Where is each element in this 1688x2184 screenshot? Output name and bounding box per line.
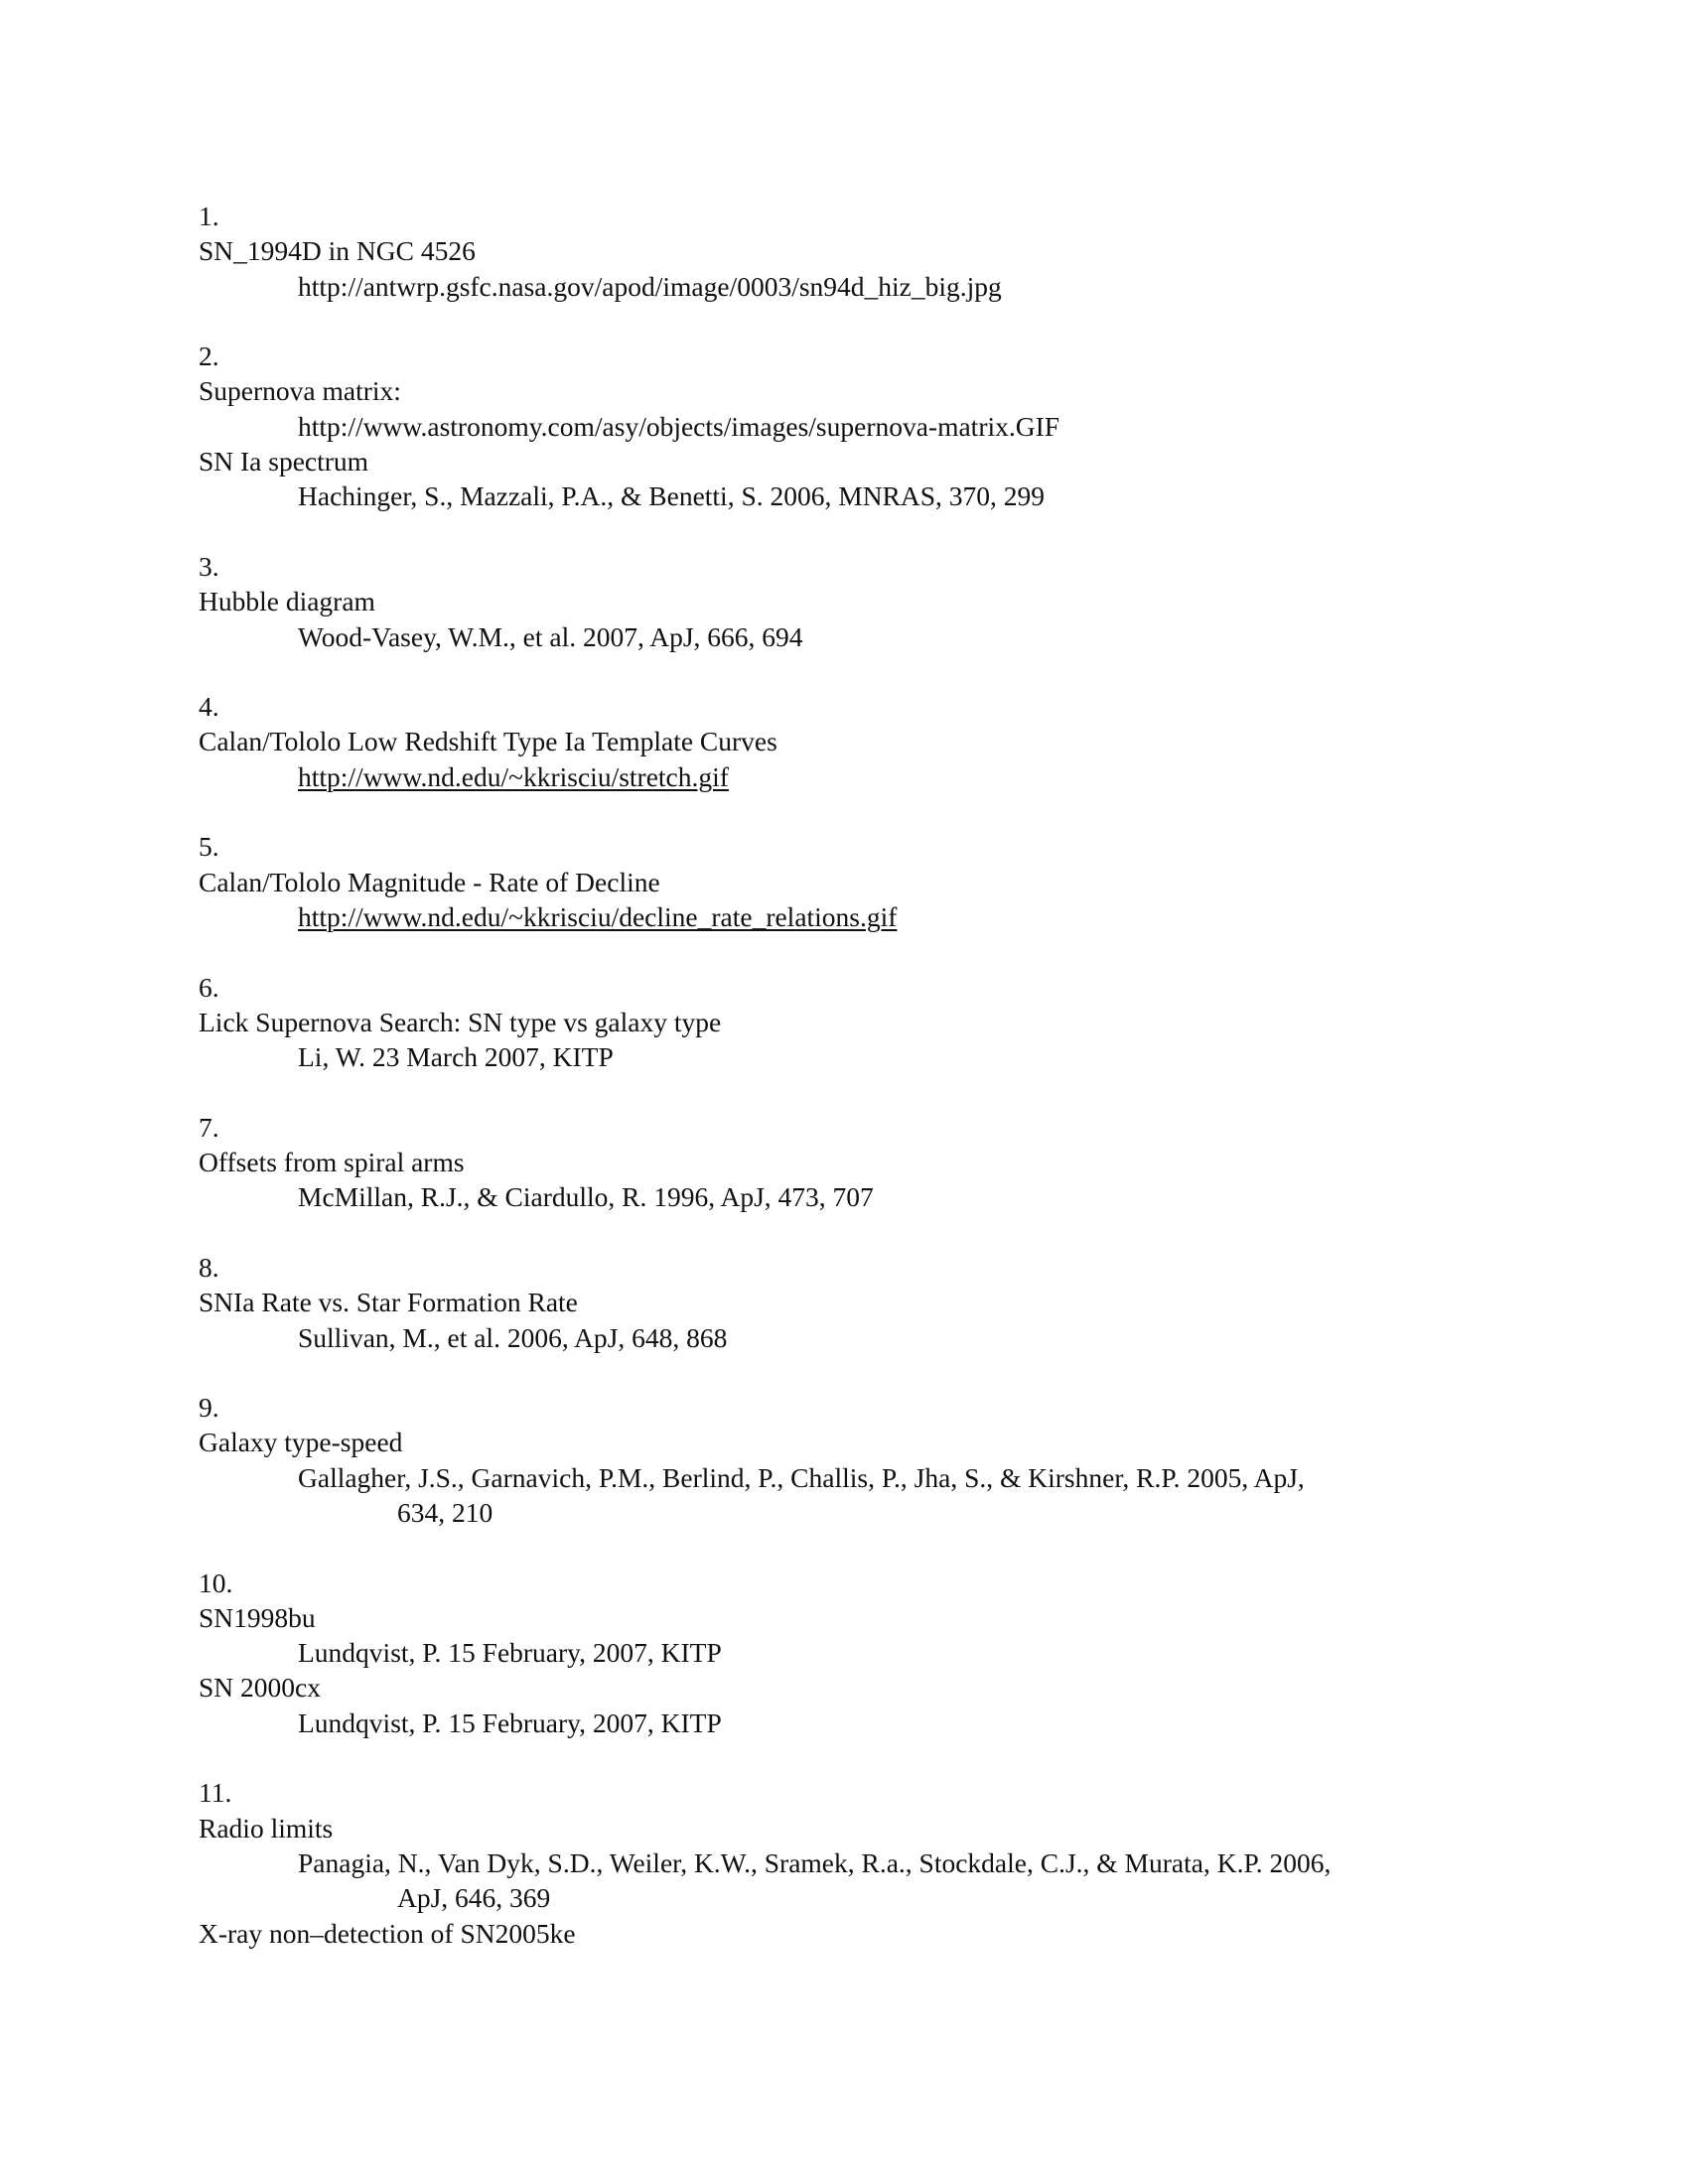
reference-number: 4. (199, 691, 219, 723)
reference-item (199, 549, 1509, 654)
reference-citation-continuation: ApJ, 646, 369 (397, 1882, 551, 1914)
reference-item (199, 1390, 1509, 1530)
reference-title: SN Ia spectrum (199, 446, 369, 478)
reference-item (199, 1110, 1509, 1215)
reference-number: 10. (199, 1567, 233, 1598)
reference-number: 7. (199, 1111, 219, 1143)
decline-rate-gif-link[interactable]: http://www.nd.edu/~kkrisciu/decline_rate_relations.gif (298, 900, 898, 932)
reference-title: Calan/Tololo Low Redshift Type Ia Template Curves (199, 726, 777, 757)
reference-citation: Panagia, N., Van Dyk, S.D., Weiler, K.W., Sramek, R.a., Stockdale, C.J., & Murata, K.P. 2006, (298, 1846, 1332, 1878)
reference-item (199, 689, 1509, 794)
reference-number: 9. (199, 1392, 219, 1424)
reference-citation: Hachinger, S., Mazzali, P.A., & Benetti, S. 2006, MNRAS, 370, 299 (298, 480, 1046, 512)
reference-title: X-ray non–detection of SN2005ke (199, 1917, 576, 1949)
reference-number: 6. (199, 971, 219, 1003)
reference-citation: Lundqvist, P. 15 February, 2007, KITP (298, 1637, 722, 1669)
reference-url: http://www.astronomy.com/asy/objects/images/supernova-matrix.GIF (298, 410, 1060, 442)
reference-item (199, 1775, 1509, 1950)
reference-item (199, 970, 1509, 1075)
reference-title: Radio limits (199, 1812, 334, 1843)
reference-number: 11. (199, 1777, 232, 1809)
reference-citation: McMillan, R.J., & Ciardullo, R. 1996, ApJ, 473, 707 (298, 1181, 874, 1213)
reference-title: Offsets from spiral arms (199, 1147, 465, 1178)
reference-title: Supernova matrix: (199, 375, 401, 407)
reference-item (199, 1566, 1509, 1740)
reference-list (199, 199, 1509, 1985)
reference-citation-continuation: 634, 210 (397, 1496, 493, 1528)
reference-title: Lick Supernova Search: SN type vs galaxy type (199, 1006, 722, 1037)
reference-url: http://antwrp.gsfc.nasa.gov/apod/image/0003/sn94d_hiz_big.jpg (298, 270, 1002, 302)
reference-title: Hubble diagram (199, 586, 375, 617)
reference-citation: Lundqvist, P. 15 February, 2007, KITP (298, 1706, 722, 1738)
reference-title: SN_1994D in NGC 4526 (199, 235, 476, 267)
reference-citation: Li, W. 23 March 2007, KITP (298, 1041, 614, 1073)
reference-link-line (199, 759, 1509, 794)
reference-number: 8. (199, 1251, 219, 1283)
reference-number: 5. (199, 831, 219, 863)
reference-item (199, 1250, 1509, 1355)
reference-link-line (199, 899, 1509, 934)
reference-title: Calan/Tololo Magnitude - Rate of Decline (199, 866, 660, 897)
stretch-gif-link[interactable]: http://www.nd.edu/~kkrisciu/stretch.gif (298, 760, 729, 792)
reference-item (199, 199, 1509, 304)
reference-item (199, 829, 1509, 934)
reference-item (199, 339, 1509, 513)
reference-citation: Sullivan, M., et al. 2006, ApJ, 648, 868 (298, 1321, 728, 1353)
reference-number: 1. (199, 201, 219, 231)
reference-title: SNIa Rate vs. Star Formation Rate (199, 1287, 578, 1318)
reference-citation: Wood-Vasey, W.M., et al. 2007, ApJ, 666, 694 (298, 620, 803, 652)
reference-citation: Gallagher, J.S., Garnavich, P.M., Berlind, P., Challis, P., Jha, S., & Kirshner, R.P. 2005, ApJ, (298, 1461, 1305, 1493)
reference-number: 2. (199, 341, 219, 372)
reference-title: SN1998bu (199, 1601, 316, 1633)
reference-title: SN 2000cx (199, 1672, 321, 1704)
reference-number: 3. (199, 550, 219, 582)
reference-title: Galaxy type-speed (199, 1427, 403, 1458)
